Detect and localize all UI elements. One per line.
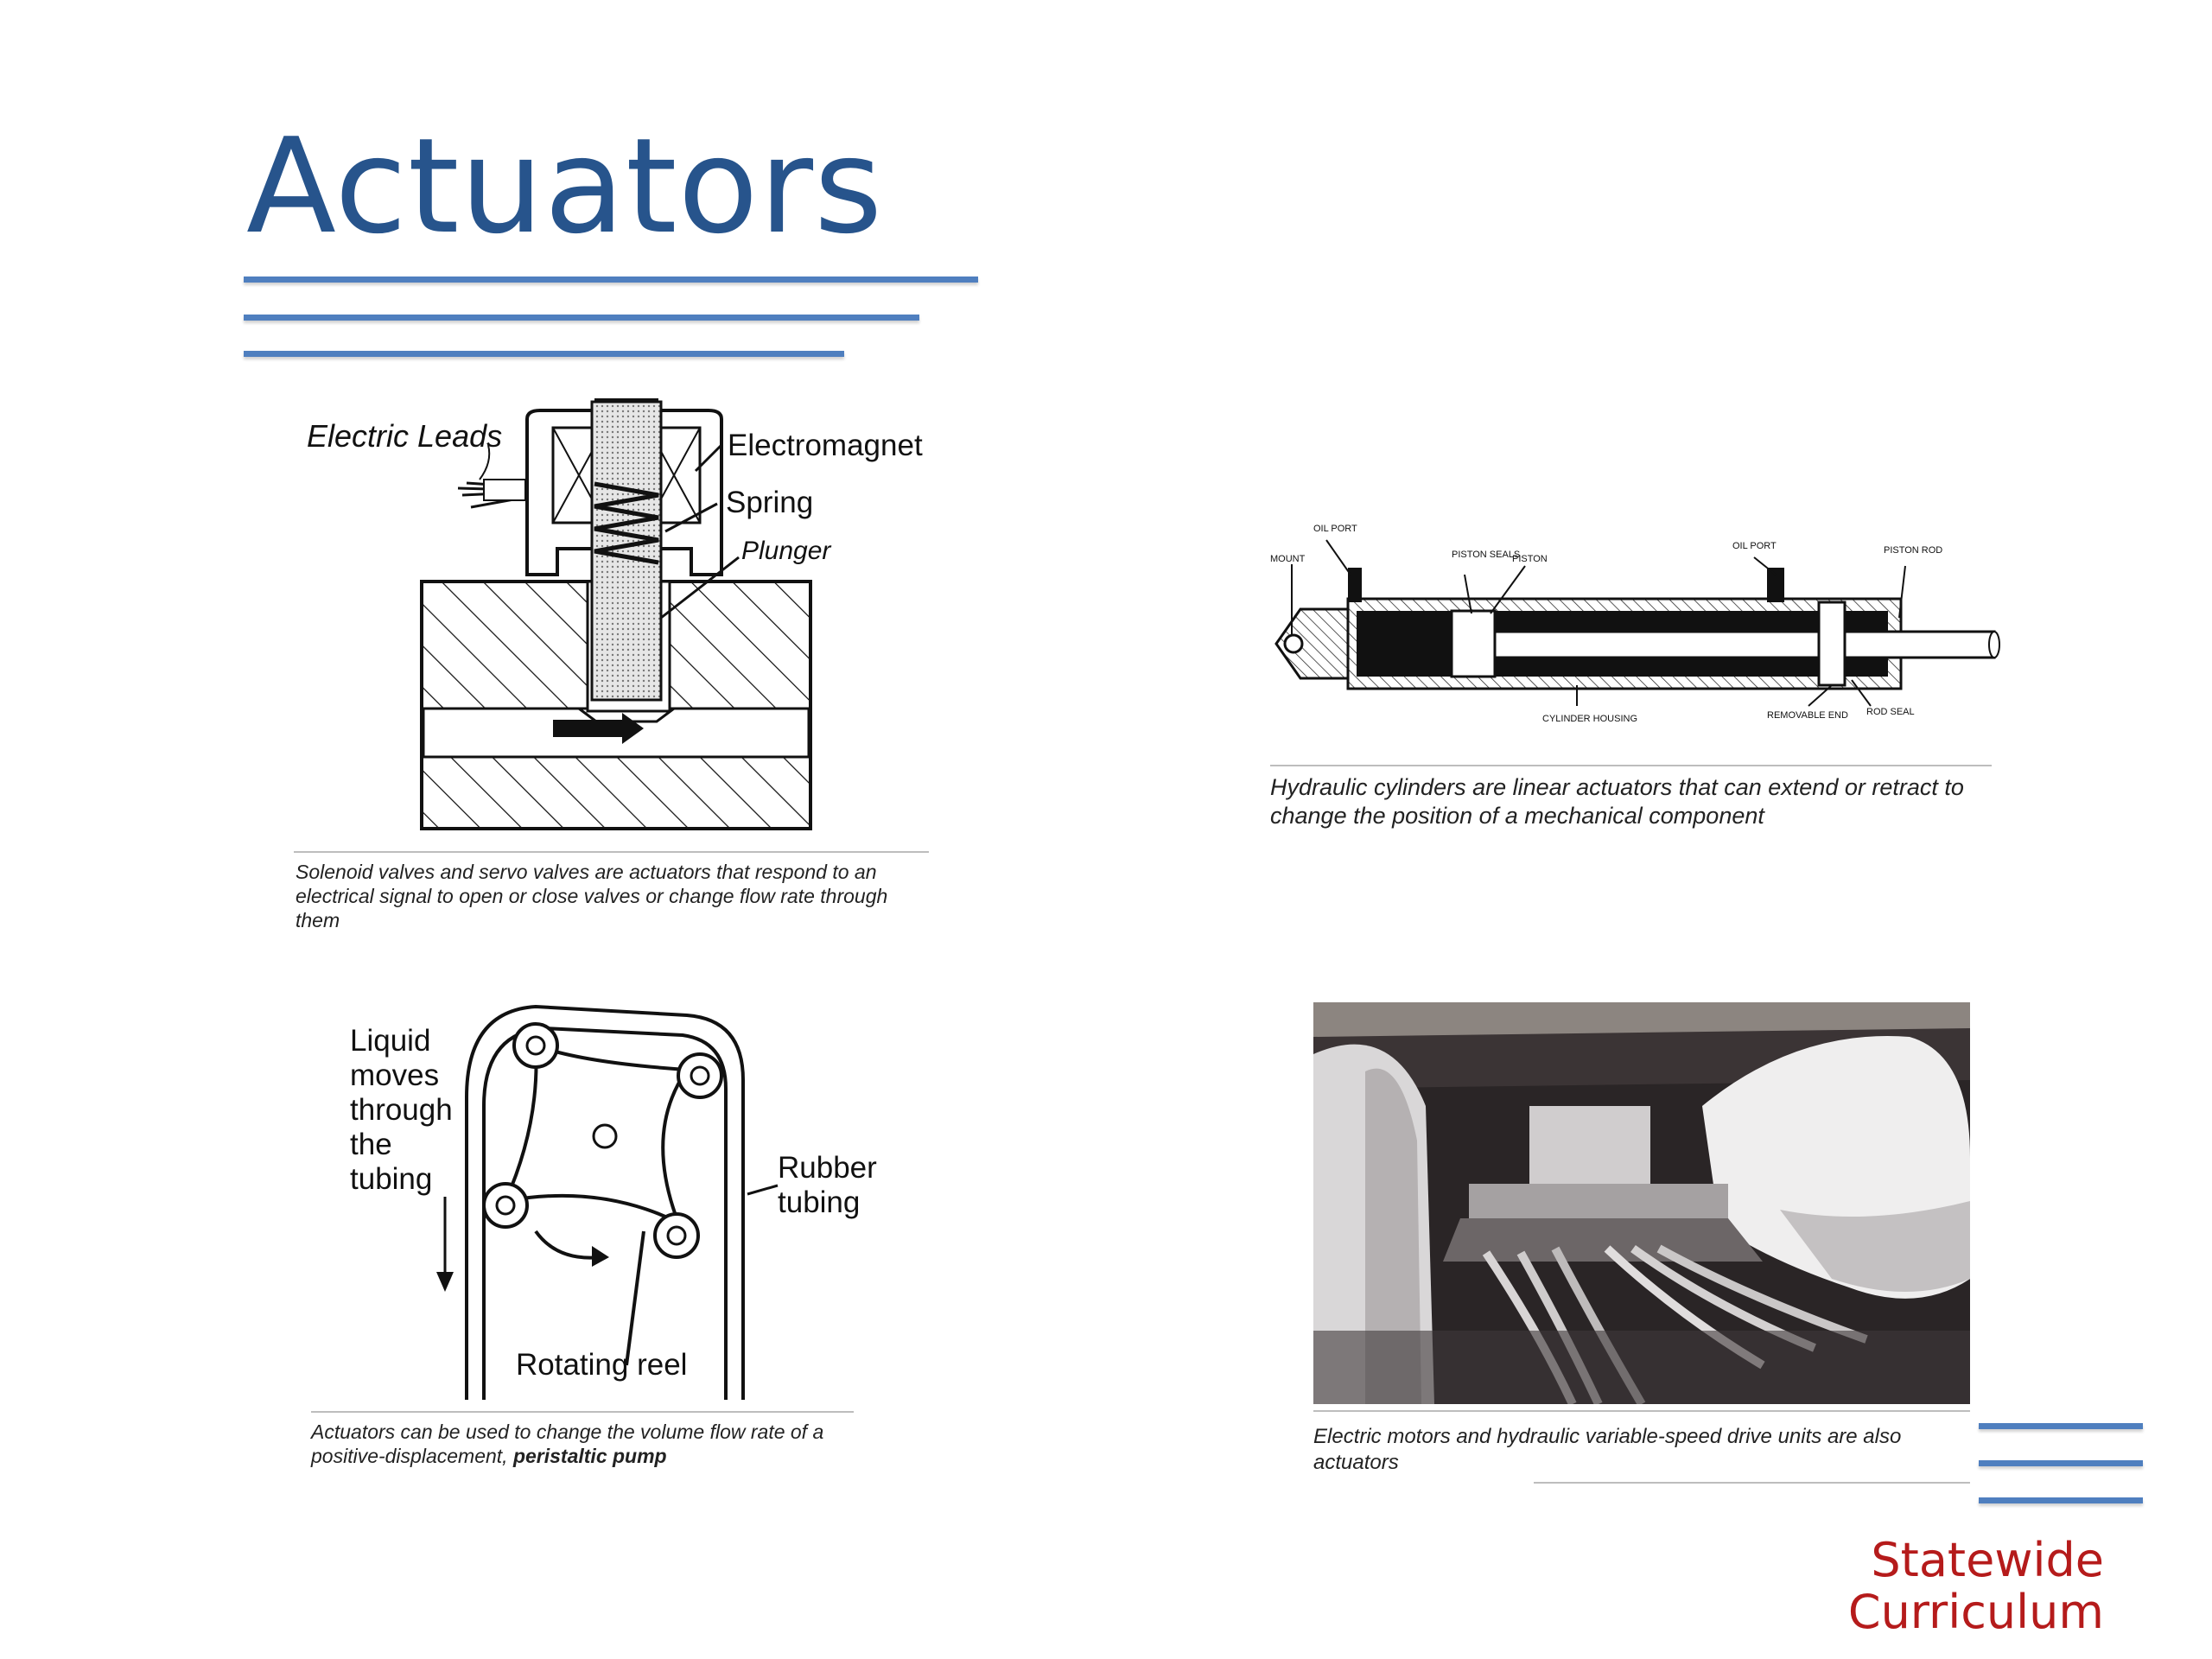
motor-photo	[1313, 1002, 1970, 1404]
hydraulic-caption-divider	[1270, 765, 1992, 766]
solenoid-caption-divider	[294, 851, 929, 853]
corner-rule-1	[1979, 1423, 2143, 1429]
corner-rule-3	[1979, 1497, 2143, 1503]
hydraulic-caption: Hydraulic cylinders are linear actuators that can extend or retract to change the position of a mechanical component	[1270, 774, 1964, 829]
motor-caption: Electric motors and hydraulic variable-speed drive units are also actuators	[1313, 1425, 1902, 1474]
label-rotating-reel: Rotating reel	[516, 1348, 688, 1382]
hydraulic-figure	[1266, 514, 2000, 842]
hydraulic-cylinder-diagram	[1266, 514, 2000, 741]
label-removable-end: REMOVABLE END	[1767, 710, 1848, 721]
title-rule-1	[244, 276, 978, 283]
label-electromagnet: Electromagnet	[728, 429, 923, 462]
label-oil-port-2: OIL PORT	[1732, 541, 1777, 551]
label-cylinder-housing: CYLINDER HOUSING	[1542, 714, 1638, 724]
label-piston-rod: PISTON ROD	[1884, 545, 1943, 556]
label-liquid-flow: Liquid moves through the tubing	[350, 1024, 453, 1196]
label-rod-seal: ROD SEAL	[1866, 707, 1915, 717]
motor-bottom-divider	[1534, 1482, 1970, 1484]
label-piston: PISTON	[1512, 554, 1548, 564]
solenoid-valve-diagram	[294, 393, 933, 842]
title-rule-2	[244, 315, 919, 321]
peristaltic-caption-text: Actuators can be used to change the volume flow rate of a positive-displacement,	[311, 1421, 824, 1467]
footer-branding	[1848, 1535, 2104, 1638]
label-spring: Spring	[726, 486, 814, 519]
corner-rule-2	[1979, 1460, 2143, 1466]
footer-line-1: Statewide	[1871, 1533, 2104, 1587]
label-rubber-tubing: Rubber tubing	[778, 1151, 877, 1219]
peristaltic-caption-divider	[311, 1411, 854, 1413]
label-plunger: Plunger	[741, 537, 831, 565]
title-rule-3	[244, 351, 844, 357]
label-electric-leads: Electric Leads	[307, 418, 503, 454]
peristaltic-caption-emphasis: peristaltic pump	[512, 1445, 667, 1467]
peristaltic-figure	[307, 994, 912, 1478]
label-piston-seals: PISTON SEALS	[1452, 550, 1521, 560]
slide-title: Actuators	[246, 110, 884, 263]
motor-figure	[1313, 1002, 2022, 1503]
footer-line-2: Curriculum	[1847, 1585, 2104, 1639]
motor-caption-divider	[1313, 1410, 1970, 1412]
solenoid-caption: Solenoid valves and servo valves are actuators that respond to an electrical signal to open or close valves or change flow rate through them	[296, 861, 888, 931]
solenoid-figure	[294, 393, 933, 929]
label-mount: MOUNT	[1270, 554, 1306, 564]
peristaltic-caption	[311, 1420, 864, 1468]
label-oil-port-1: OIL PORT	[1313, 524, 1357, 534]
